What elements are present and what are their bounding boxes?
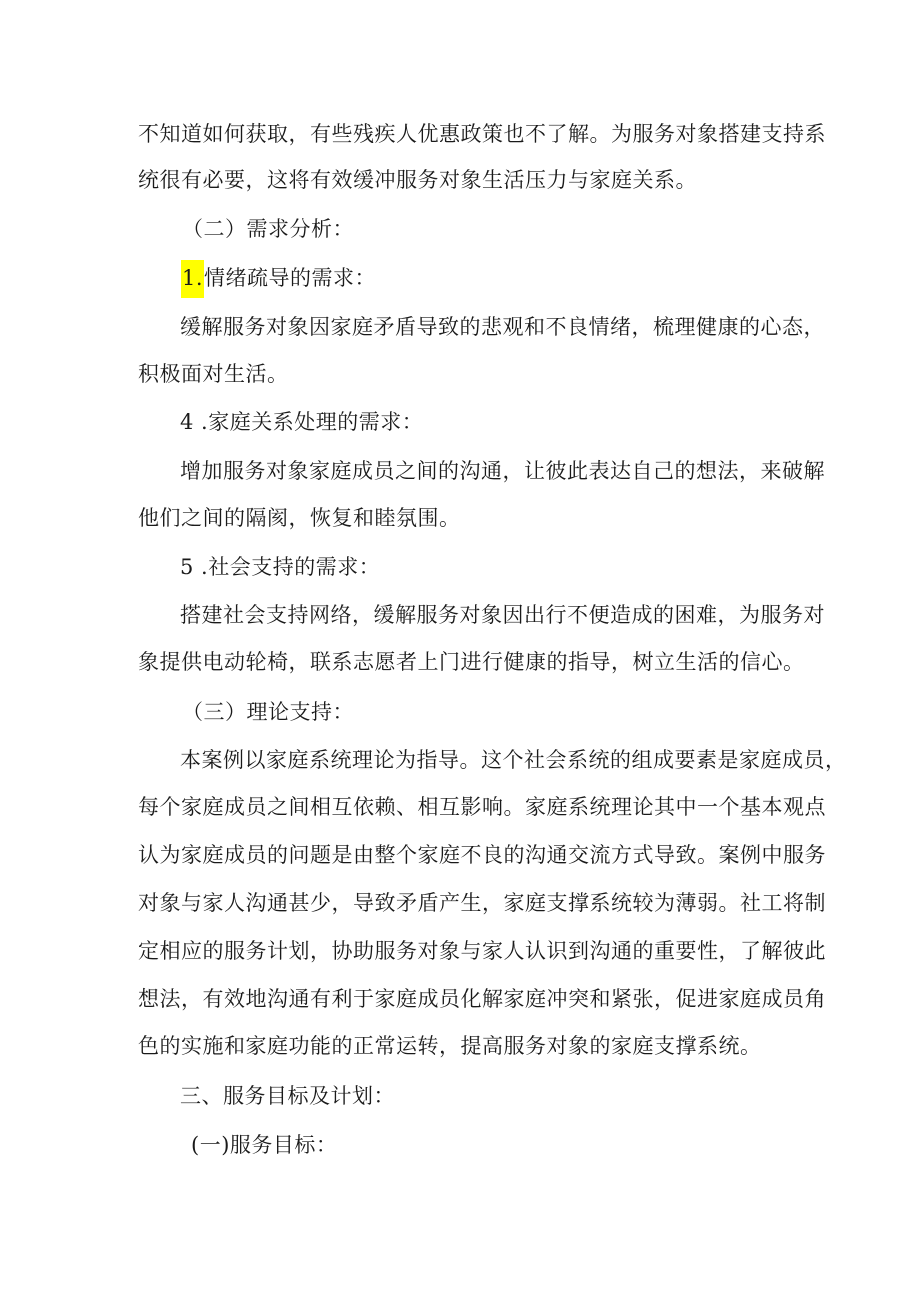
intro-line-2: 统很有必要，这将有效缓冲服务对象生活压力与家庭关系。: [138, 168, 697, 192]
theory-line-5: 定相应的服务计划，协助服务对象与家人认识到沟通的重要性，了解彼此: [138, 939, 826, 963]
theory-heading: （三）理论支持：: [182, 700, 354, 724]
theory-line-3: 认为家庭成员的问题是由整个家庭不良的沟通交流方式导致。案例中服务: [138, 843, 826, 867]
theory-line-6: 想法，有效地沟通有利于家庭成员化解家庭冲突和紧张，促进家庭成员角: [138, 987, 826, 1011]
need-item-4-line-1: 增加服务对象家庭成员之间的沟通，让彼此表达自己的想法，来破解: [180, 459, 825, 483]
goals-subheading: (一)服务目标：: [191, 1133, 338, 1157]
highlighted-number: 1.: [181, 260, 204, 298]
intro-line-1: 不知道如何获取，有些残疾人优惠政策也不了解。为服务对象搭建支持系: [138, 122, 826, 146]
theory-line-4: 对象与家人沟通甚少，导致矛盾产生，家庭支撑系统较为薄弱。社工将制: [138, 891, 826, 915]
need-item-1-heading: [181, 263, 376, 293]
theory-line-1: 本案例以家庭系统理论为指导。这个社会系统的组成要素是家庭成员，: [180, 748, 847, 772]
need-item-5-line-1: 搭建社会支持网络，缓解服务对象因出行不便造成的困难，为服务对: [180, 603, 825, 627]
need-item-1-line-1: 缓解服务对象因家庭矛盾导致的悲观和不良情绪，梳理健康的心态，: [180, 315, 825, 339]
theory-line-2: 每个家庭成员之间相互依赖、相互影响。家庭系统理论其中一个基本观点: [138, 795, 826, 819]
goals-heading: 三、服务目标及计划：: [180, 1084, 395, 1108]
need-item-1-line-2: 积极面对生活。: [138, 362, 289, 386]
need-item-5-line-2: 象提供电动轮椅，联系志愿者上门进行健康的指导，树立生活的信心。: [138, 650, 805, 674]
need-item-4-heading: 4 .家庭关系处理的需求：: [180, 410, 424, 434]
need-item-5-heading: 5 .社会支持的需求：: [180, 555, 381, 579]
theory-line-7: 色的实施和家庭功能的正常运转，提高服务对象的家庭支撑系统。: [138, 1034, 762, 1058]
need-item-4-line-2: 他们之间的隔阂，恢复和睦氛围。: [138, 506, 461, 530]
need-item-1-title: 情绪疏导的需求：: [204, 266, 377, 290]
needs-heading: （二）需求分析：: [182, 217, 354, 241]
